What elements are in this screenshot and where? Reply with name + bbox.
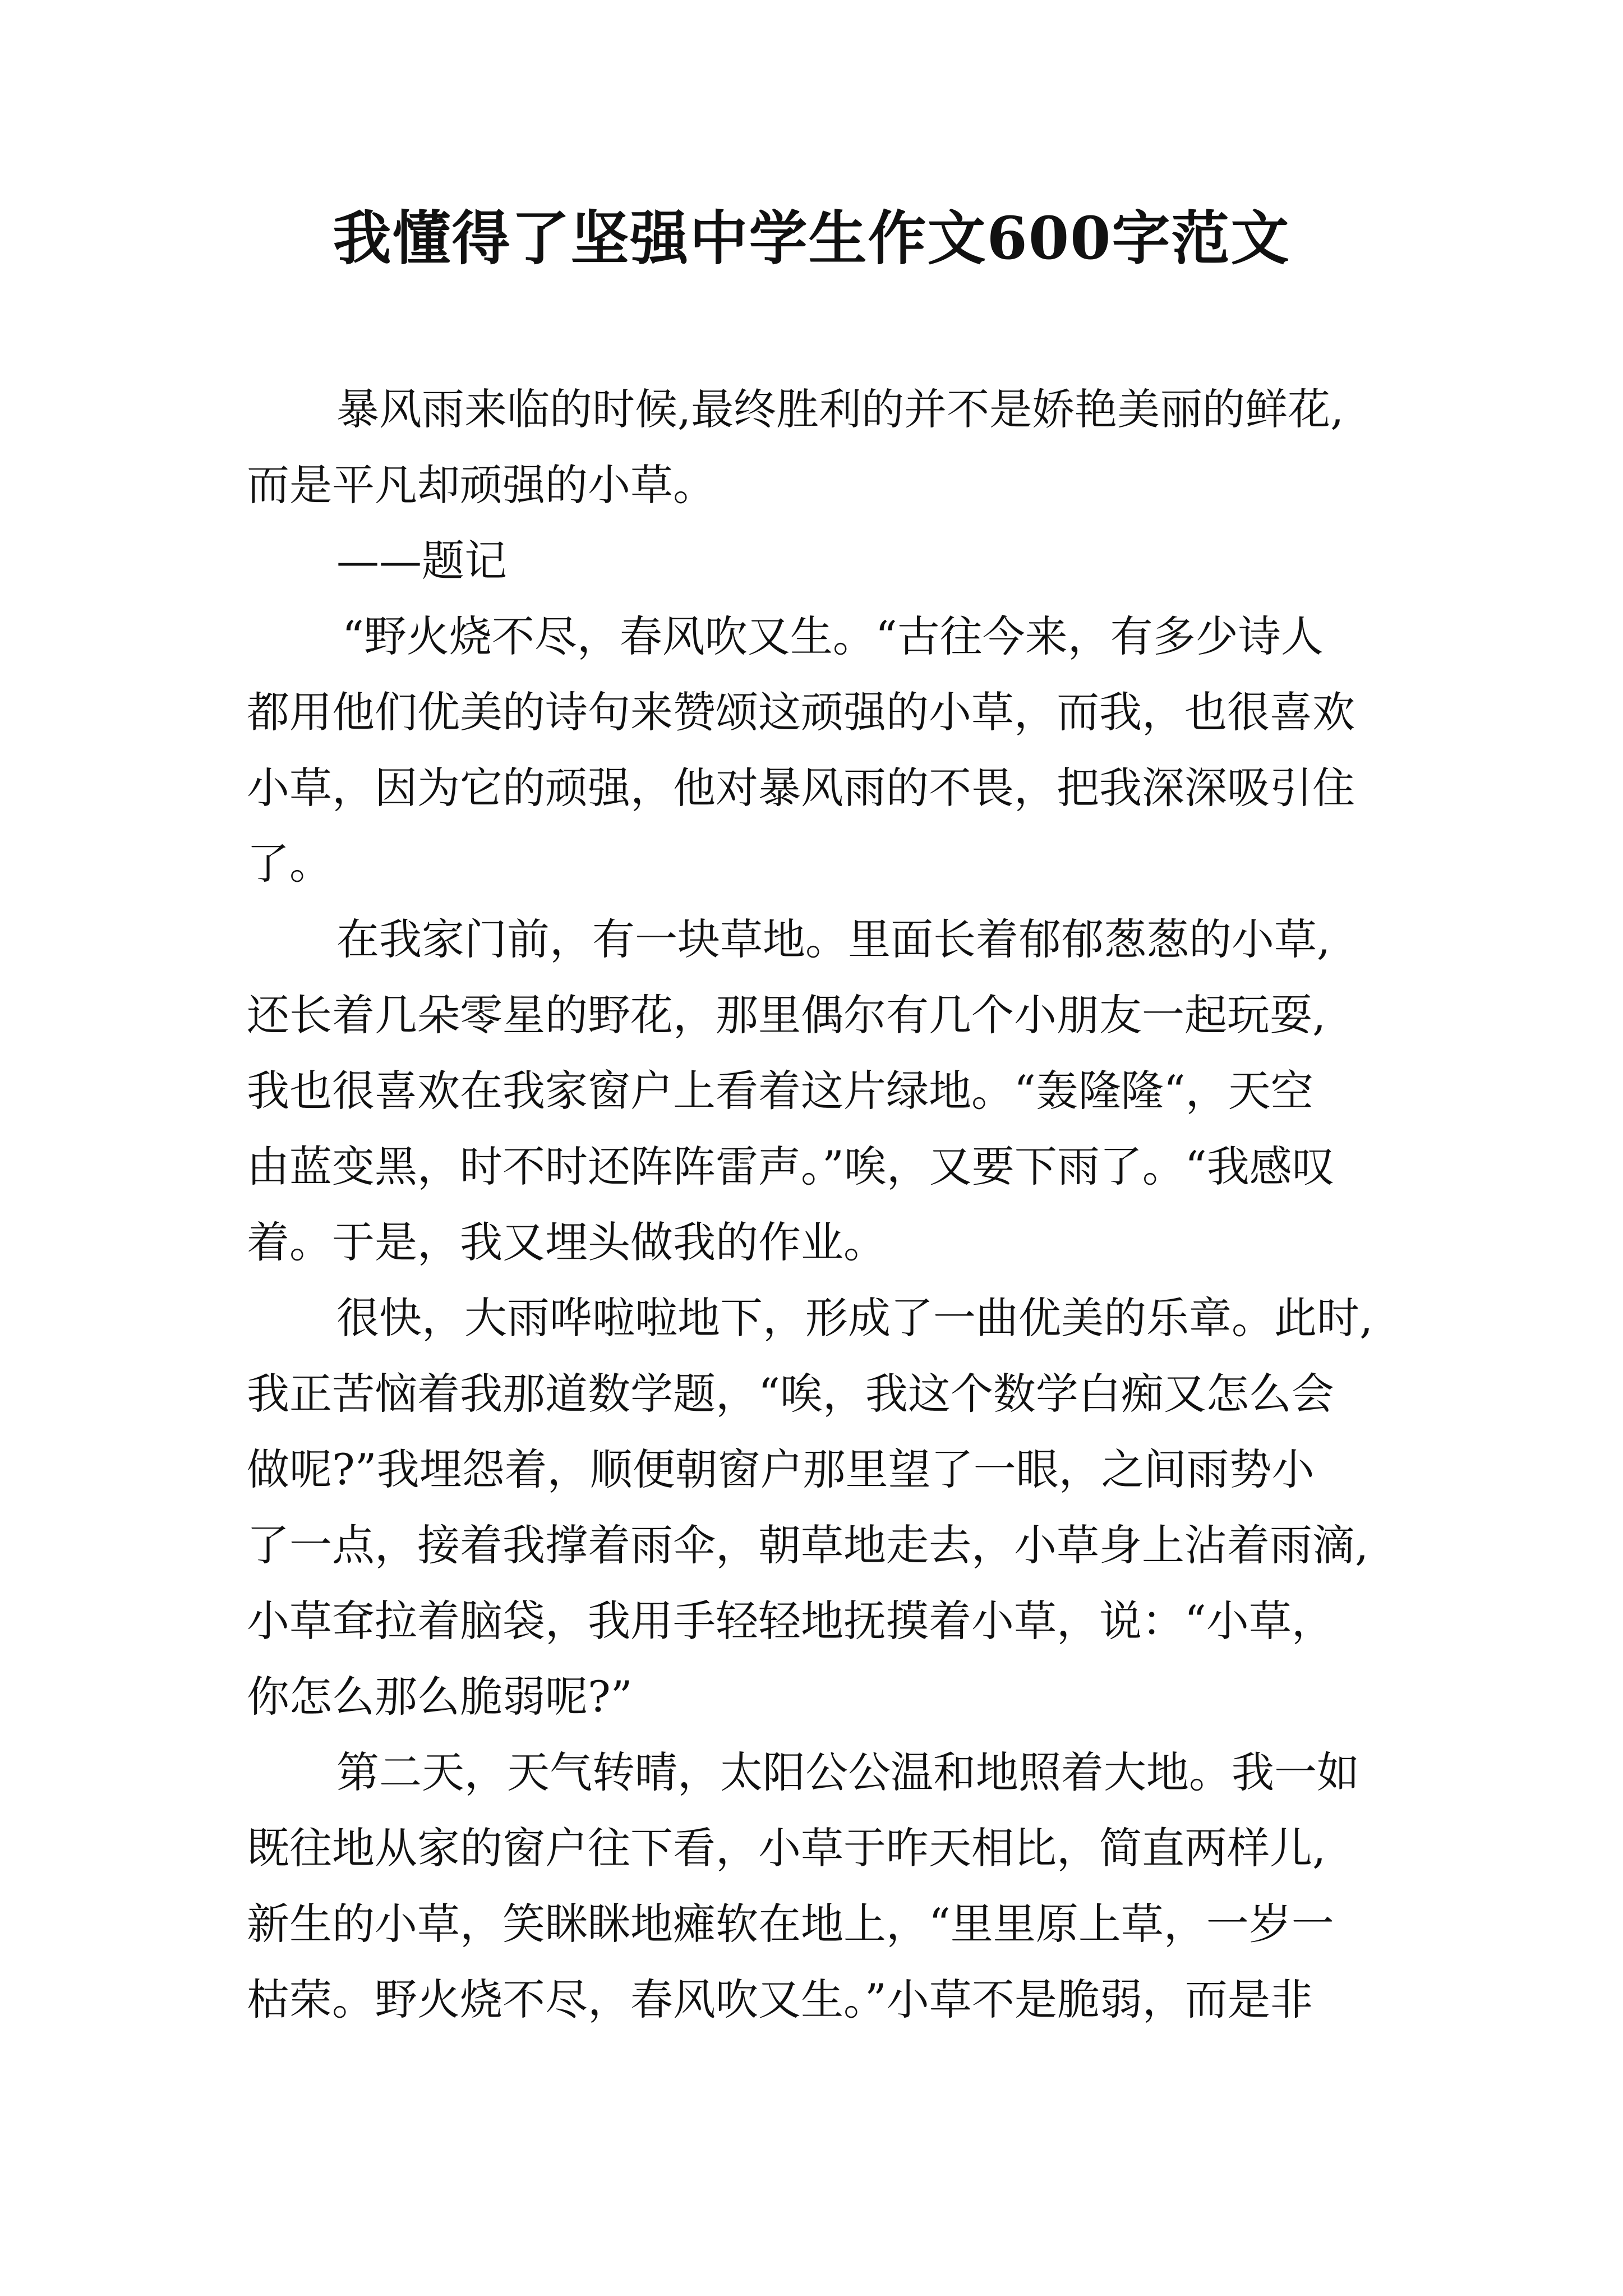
paragraph-line: 由蓝变黑，时不时还阵阵雷声。”唉，又要下雨了。“我感叹	[247, 1142, 1335, 1191]
paragraph-line: 做呢?”我埋怨着，顺便朝窗户那里望了一眼，之间雨势小	[247, 1444, 1315, 1494]
paragraph-line: 而是平凡却顽强的小草。	[247, 460, 716, 510]
paragraph-line: 我也很喜欢在我家窗户上看着这片绿地。“轰隆隆“，天空	[247, 1066, 1313, 1116]
document-title: 我懂得了坚强中学生作文600字范文	[333, 204, 1290, 273]
paragraph-line: 在我家门前，有一块草地。里面长着郁郁葱葱的小草,	[336, 914, 1331, 964]
paragraph-line: 你怎么那么脆弱呢?”	[247, 1672, 633, 1722]
epigraph-attribution: ——题记	[336, 536, 507, 586]
paragraph-line: 了。	[247, 839, 332, 889]
paragraph-line: 新生的小草，笑眯眯地瘫软在地上，“里里原上草，一岁一	[247, 1899, 1334, 1949]
paragraph-line: 还长着几朵零星的野花，那里偶尔有几个小朋友一起玩耍,	[247, 990, 1326, 1040]
paragraph-line: 第二天，天气转晴，太阳公公温和地照着大地。我一如	[336, 1747, 1359, 1797]
paragraph-line: 暴风雨来临的时候,最终胜利的并不是娇艳美丽的鲜花,	[336, 384, 1344, 434]
paragraph-line: 了一点，接着我撑着雨伞，朝草地走去，小草身上沾着雨滴,	[247, 1520, 1369, 1570]
paragraph-line: 小草，因为它的顽强，他对暴风雨的不畏，把我深深吸引住	[247, 763, 1355, 813]
paragraph-line: 都用他们优美的诗句来赞颂这顽强的小草，而我，也很喜欢	[247, 687, 1355, 737]
paragraph-line: 着。于是，我又埋头做我的作业。	[247, 1217, 886, 1267]
paragraph-line: 我正苦恼着我那道数学题，“唉，我这个数学白痴又怎么会	[247, 1369, 1334, 1419]
paragraph-line: 很快，大雨哗啦啦地下，形成了一曲优美的乐章。此时,	[336, 1293, 1373, 1343]
paragraph-line: “野火烧不尽，春风吹又生。“古往今来，有多少诗人	[342, 611, 1324, 661]
paragraph-line: 小草耷拉着脑袋，我用手轻轻地抚摸着小草，说：“小草，	[247, 1596, 1334, 1646]
paragraph-line: 枯荣。野火烧不尽，春风吹又生。”小草不是脆弱，而是非	[247, 1975, 1313, 2024]
paragraph-line: 既往地从家的窗户往下看，小草于昨天相比，简直两样儿,	[247, 1823, 1326, 1873]
